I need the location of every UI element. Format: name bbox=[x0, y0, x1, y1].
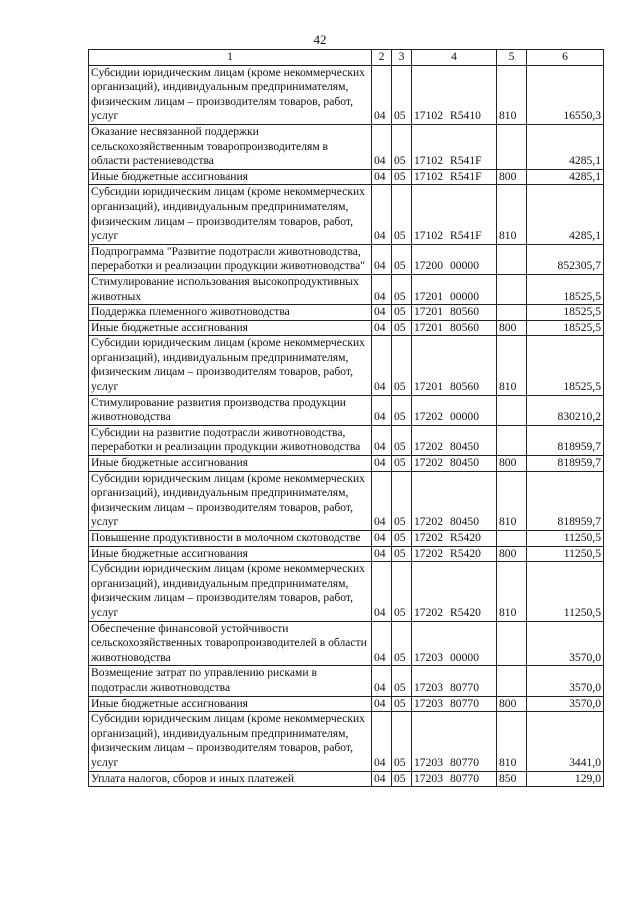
target-code-direction: R5420 bbox=[450, 546, 481, 560]
target-code-program: 17200 bbox=[414, 259, 443, 273]
target-code-program: 17201 bbox=[414, 320, 443, 334]
row-target-code bbox=[412, 771, 497, 787]
table-row bbox=[89, 456, 604, 472]
target-code-direction: 80450 bbox=[450, 440, 479, 454]
table-row bbox=[89, 124, 604, 169]
row-expense-type bbox=[497, 666, 527, 696]
row-expense-type: 800 bbox=[497, 456, 527, 472]
row-subsection: 05 bbox=[392, 562, 412, 621]
row-section: 04 bbox=[372, 395, 392, 425]
table-row bbox=[89, 274, 604, 304]
row-amount: 4285,1 bbox=[527, 169, 604, 185]
target-code-direction: R541F bbox=[450, 229, 482, 243]
row-target-code bbox=[412, 124, 497, 169]
row-subsection: 05 bbox=[392, 456, 412, 472]
target-code-direction: 80560 bbox=[450, 320, 479, 334]
table-row bbox=[89, 621, 604, 666]
row-section: 04 bbox=[372, 562, 392, 621]
row-section: 04 bbox=[372, 305, 392, 321]
row-subsection: 05 bbox=[392, 274, 412, 304]
row-section: 04 bbox=[372, 336, 392, 395]
row-expense-type bbox=[497, 305, 527, 321]
target-code-program: 17203 bbox=[414, 696, 443, 710]
target-code-direction: 00000 bbox=[450, 650, 479, 664]
row-expense-type: 810 bbox=[497, 712, 527, 771]
row-name: Подпрограмма "Развитие подотрасли животноводства, переработки и реализации продукции животноводства" bbox=[89, 244, 372, 274]
row-expense-type: 850 bbox=[497, 771, 527, 787]
row-amount: 11250,5 bbox=[527, 562, 604, 621]
row-subsection: 05 bbox=[392, 771, 412, 787]
row-target-code bbox=[412, 471, 497, 530]
row-amount: 818959,7 bbox=[527, 471, 604, 530]
row-name: Иные бюджетные ассигнования bbox=[89, 320, 372, 336]
row-target-code bbox=[412, 666, 497, 696]
target-code-program: 17203 bbox=[414, 755, 443, 769]
row-target-code bbox=[412, 395, 497, 425]
header-col-2: 2 bbox=[372, 50, 392, 66]
target-code-program: 17202 bbox=[414, 440, 443, 454]
row-subsection: 05 bbox=[392, 65, 412, 124]
row-amount: 818959,7 bbox=[527, 425, 604, 455]
row-subsection: 05 bbox=[392, 395, 412, 425]
row-expense-type bbox=[497, 395, 527, 425]
table-row bbox=[89, 471, 604, 530]
row-target-code bbox=[412, 562, 497, 621]
row-subsection: 05 bbox=[392, 305, 412, 321]
table-row bbox=[89, 425, 604, 455]
table-row bbox=[89, 696, 604, 712]
row-amount: 18525,5 bbox=[527, 320, 604, 336]
row-section: 04 bbox=[372, 169, 392, 185]
header-col-6: 6 bbox=[527, 50, 604, 66]
target-code-direction: R5420 bbox=[450, 605, 481, 619]
row-target-code bbox=[412, 65, 497, 124]
target-code-direction: R5420 bbox=[450, 531, 481, 544]
row-subsection: 05 bbox=[392, 666, 412, 696]
row-target-code bbox=[412, 336, 497, 395]
row-section: 04 bbox=[372, 65, 392, 124]
row-target-code bbox=[412, 546, 497, 562]
row-name: Уплата налогов, сборов и иных платежей bbox=[89, 771, 372, 787]
row-section: 04 bbox=[372, 274, 392, 304]
row-target-code bbox=[412, 531, 497, 547]
target-code-program: 17203 bbox=[414, 650, 443, 664]
row-section: 04 bbox=[372, 471, 392, 530]
row-subsection: 05 bbox=[392, 546, 412, 562]
row-name: Субсидии юридическим лицам (кроме некоммерческих организаций), индивидуальным предпринимателям, физическим лицам – производителям товаров, работ, услуг bbox=[89, 562, 372, 621]
header-col-4: 4 bbox=[412, 50, 497, 66]
row-name: Субсидии на развитие подотрасли животноводства, переработки и реализации продукции животноводства bbox=[89, 425, 372, 455]
row-target-code bbox=[412, 305, 497, 321]
table-row bbox=[89, 771, 604, 787]
row-name: Стимулирование развития производства продукции животноводства bbox=[89, 395, 372, 425]
target-code-program: 17201 bbox=[414, 380, 443, 394]
row-expense-type: 800 bbox=[497, 696, 527, 712]
row-subsection: 05 bbox=[392, 336, 412, 395]
row-amount: 3441,0 bbox=[527, 712, 604, 771]
row-name: Иные бюджетные ассигнования bbox=[89, 546, 372, 562]
row-expense-type bbox=[497, 425, 527, 455]
row-expense-type bbox=[497, 531, 527, 547]
target-code-direction: 80770 bbox=[450, 771, 479, 785]
row-target-code bbox=[412, 274, 497, 304]
row-section: 04 bbox=[372, 546, 392, 562]
target-code-program: 17102 bbox=[414, 109, 443, 123]
target-code-program: 17202 bbox=[414, 546, 443, 560]
row-expense-type: 800 bbox=[497, 320, 527, 336]
row-name: Субсидии юридическим лицам (кроме некоммерческих организаций), индивидуальным предпринимателям, физическим лицам – производителям товаров, работ, услуг bbox=[89, 185, 372, 244]
row-amount: 3570,0 bbox=[527, 621, 604, 666]
row-expense-type bbox=[497, 621, 527, 666]
row-section: 04 bbox=[372, 696, 392, 712]
table-row bbox=[89, 395, 604, 425]
row-amount: 4285,1 bbox=[527, 185, 604, 244]
table-row bbox=[89, 546, 604, 562]
target-code-direction: 80450 bbox=[450, 515, 479, 529]
row-name: Возмещение затрат по управлению рисками в подотрасли животноводства bbox=[89, 666, 372, 696]
row-amount: 11250,5 bbox=[527, 546, 604, 562]
row-subsection: 05 bbox=[392, 425, 412, 455]
budget-table bbox=[88, 49, 604, 787]
row-name: Субсидии юридическим лицам (кроме некоммерческих организаций), индивидуальным предпринимателям, физическим лицам – производителям товаров, работ, услуг bbox=[89, 712, 372, 771]
header-col-3: 3 bbox=[392, 50, 412, 66]
table-row bbox=[89, 562, 604, 621]
row-expense-type: 800 bbox=[497, 169, 527, 185]
target-code-program: 17202 bbox=[414, 515, 443, 529]
table-row bbox=[89, 712, 604, 771]
row-target-code bbox=[412, 696, 497, 712]
row-target-code bbox=[412, 621, 497, 666]
row-subsection: 05 bbox=[392, 185, 412, 244]
row-section: 04 bbox=[372, 771, 392, 787]
row-subsection: 05 bbox=[392, 169, 412, 185]
row-name: Субсидии юридическим лицам (кроме некоммерческих организаций), индивидуальным предпринимателям, физическим лицам – производителям товаров, работ, услуг bbox=[89, 471, 372, 530]
row-amount: 818959,7 bbox=[527, 456, 604, 472]
row-name: Иные бюджетные ассигнования bbox=[89, 169, 372, 185]
row-amount: 11250,5 bbox=[527, 531, 604, 547]
target-code-program: 17102 bbox=[414, 169, 443, 183]
table-row bbox=[89, 320, 604, 336]
target-code-program: 17102 bbox=[414, 154, 443, 168]
row-amount: 18525,5 bbox=[527, 274, 604, 304]
row-section: 04 bbox=[372, 666, 392, 696]
target-code-program: 17202 bbox=[414, 410, 443, 424]
row-subsection: 05 bbox=[392, 320, 412, 336]
row-expense-type bbox=[497, 124, 527, 169]
target-code-direction: 80770 bbox=[450, 755, 479, 769]
row-expense-type bbox=[497, 244, 527, 274]
row-expense-type: 810 bbox=[497, 185, 527, 244]
row-section: 04 bbox=[372, 712, 392, 771]
row-expense-type bbox=[497, 274, 527, 304]
row-section: 04 bbox=[372, 531, 392, 547]
target-code-program: 17203 bbox=[414, 771, 443, 785]
row-amount: 129,0 bbox=[527, 771, 604, 787]
row-subsection: 05 bbox=[392, 471, 412, 530]
target-code-program: 17201 bbox=[414, 289, 443, 303]
table-row bbox=[89, 666, 604, 696]
row-amount: 18525,5 bbox=[527, 305, 604, 321]
target-code-direction: R541F bbox=[450, 154, 482, 168]
row-section: 04 bbox=[372, 185, 392, 244]
target-code-direction: R5410 bbox=[450, 109, 481, 123]
row-subsection: 05 bbox=[392, 244, 412, 274]
row-name: Субсидии юридическим лицам (кроме некоммерческих организаций), индивидуальным предпринимателям, физическим лицам – производителям товаров, работ, услуг bbox=[89, 336, 372, 395]
table-row bbox=[89, 305, 604, 321]
target-code-program: 17202 bbox=[414, 456, 443, 470]
row-amount: 3570,0 bbox=[527, 666, 604, 696]
row-name: Иные бюджетные ассигнования bbox=[89, 696, 372, 712]
row-section: 04 bbox=[372, 124, 392, 169]
row-expense-type: 810 bbox=[497, 336, 527, 395]
table-row bbox=[89, 244, 604, 274]
row-subsection: 05 bbox=[392, 124, 412, 169]
target-code-program: 17203 bbox=[414, 680, 443, 694]
row-target-code bbox=[412, 712, 497, 771]
row-section: 04 bbox=[372, 621, 392, 666]
row-name: Оказание несвязанной поддержки сельскохозяйственным товаропроизводителям в области растениеводства bbox=[89, 124, 372, 169]
target-code-direction: 00000 bbox=[450, 289, 479, 303]
header-col-1: 1 bbox=[89, 50, 372, 66]
row-name: Повышение продуктивности в молочном скотоводстве bbox=[89, 531, 372, 547]
row-section: 04 bbox=[372, 456, 392, 472]
table-row bbox=[89, 185, 604, 244]
target-code-direction: 80770 bbox=[450, 680, 479, 694]
row-section: 04 bbox=[372, 320, 392, 336]
row-expense-type: 810 bbox=[497, 562, 527, 621]
target-code-direction: 80770 bbox=[450, 696, 479, 710]
target-code-direction: 80450 bbox=[450, 456, 479, 470]
row-target-code bbox=[412, 320, 497, 336]
row-expense-type: 800 bbox=[497, 546, 527, 562]
table-row bbox=[89, 336, 604, 395]
row-target-code bbox=[412, 425, 497, 455]
table-row bbox=[89, 169, 604, 185]
target-code-program: 17202 bbox=[414, 605, 443, 619]
table-header-row bbox=[89, 50, 604, 66]
row-section: 04 bbox=[372, 244, 392, 274]
target-code-program: 17201 bbox=[414, 305, 443, 319]
row-expense-type: 810 bbox=[497, 65, 527, 124]
row-amount: 18525,5 bbox=[527, 336, 604, 395]
row-target-code bbox=[412, 244, 497, 274]
row-subsection: 05 bbox=[392, 696, 412, 712]
target-code-direction: R541F bbox=[450, 169, 482, 183]
row-amount: 16550,3 bbox=[527, 65, 604, 124]
row-amount: 3570,0 bbox=[527, 696, 604, 712]
row-target-code bbox=[412, 169, 497, 185]
row-expense-type: 810 bbox=[497, 471, 527, 530]
header-col-5: 5 bbox=[497, 50, 527, 66]
row-name: Иные бюджетные ассигнования bbox=[89, 456, 372, 472]
target-code-direction: 00000 bbox=[450, 410, 479, 424]
row-subsection: 05 bbox=[392, 712, 412, 771]
target-code-direction: 80560 bbox=[450, 305, 479, 319]
row-name: Стимулирование использования высокопродуктивных животных bbox=[89, 274, 372, 304]
page-number: 42 bbox=[313, 32, 327, 47]
row-section: 04 bbox=[372, 425, 392, 455]
table-row bbox=[89, 65, 604, 124]
row-amount: 852305,7 bbox=[527, 244, 604, 274]
row-amount: 830210,2 bbox=[527, 395, 604, 425]
target-code-program: 17102 bbox=[414, 229, 443, 243]
table-row bbox=[89, 531, 604, 547]
row-name: Поддержка племенного животноводства bbox=[89, 305, 372, 321]
row-name: Субсидии юридическим лицам (кроме некоммерческих организаций), индивидуальным предпринимателям, физическим лицам – производителям товаров, работ, услуг bbox=[89, 65, 372, 124]
target-code-direction: 80560 bbox=[450, 380, 479, 394]
row-target-code bbox=[412, 185, 497, 244]
row-name: Обеспечение финансовой устойчивости сельскохозяйственных товаропроизводителей в области животноводства bbox=[89, 621, 372, 666]
target-code-direction: 00000 bbox=[450, 259, 479, 273]
row-subsection: 05 bbox=[392, 621, 412, 666]
row-amount: 4285,1 bbox=[527, 124, 604, 169]
row-subsection: 05 bbox=[392, 531, 412, 547]
row-target-code bbox=[412, 456, 497, 472]
target-code-program: 17202 bbox=[414, 531, 443, 544]
